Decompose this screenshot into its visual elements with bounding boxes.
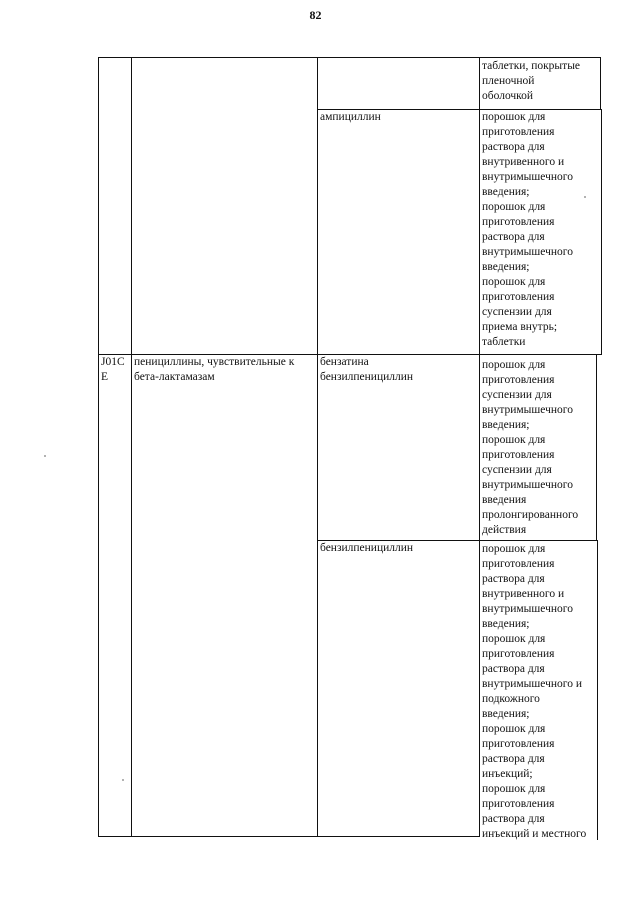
pharmacological-group-cell: пенициллины, чувствительные к бета-лактамазам: [134, 356, 295, 383]
table-rule: [98, 836, 480, 837]
dosage-forms-cell: порошок для приготовления суспензии для внутримышечного введения; порошок для приготовления суспензии для внутримышечного введения пролонгированного действия: [482, 359, 579, 536]
drug-name-cell: ампициллин: [320, 111, 381, 123]
table-rule: [98, 57, 99, 837]
scan-speck: [584, 196, 586, 198]
page-number: 82: [309, 8, 322, 22]
drug-name-cell: бензилпенициллин: [320, 542, 414, 554]
table-rule: [317, 57, 318, 837]
scan-speck: [122, 779, 124, 781]
dosage-forms-cell: таблетки, покрытые пленочной оболочкой: [482, 60, 581, 102]
table-rule: [479, 57, 480, 837]
atc-code-cell: J01C E: [101, 356, 125, 383]
table-rule: [600, 57, 601, 110]
table-rule: [98, 57, 601, 58]
scan-speck: [44, 455, 46, 457]
table-rule: [131, 57, 132, 837]
table-rule: [601, 110, 602, 354]
table-rule: [596, 354, 597, 540]
dosage-forms-cell: порошок для приготовления раствора для внутривенного и внутримышечного введения; порошок для приготовления раствора для внутримышечного введения; порошок для приготовления суспензии для приема внутрь; таблетки: [482, 111, 573, 348]
drug-name-cell: бензатина бензилпенициллин: [320, 356, 414, 383]
dosage-forms-cell: порошок для приготовления раствора для внутривенного и внутримышечного введения; порошок для приготовления раствора для внутримышечного и подкожного введения; порошок для приготовления раствора для инъекций; порошок для приготовления раствора для инъекций и местного: [482, 543, 587, 840]
